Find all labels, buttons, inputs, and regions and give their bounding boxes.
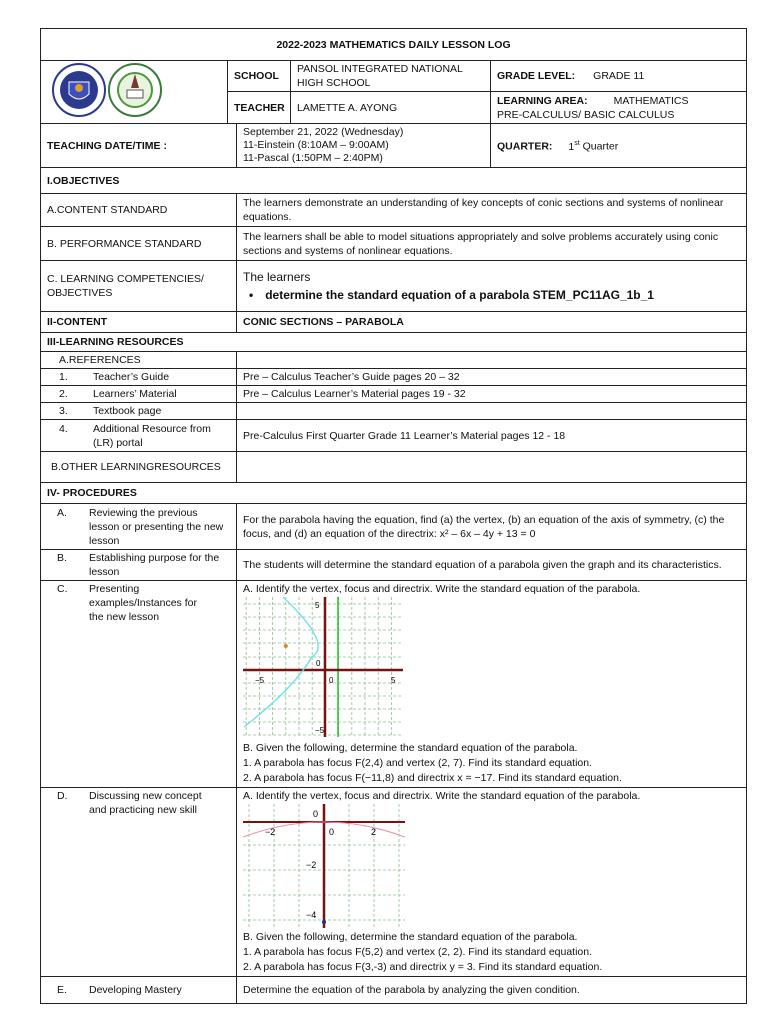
tick-label: 0 [313, 809, 319, 819]
grade-level [491, 61, 747, 92]
parabola-graph-1 [243, 597, 403, 737]
tick-label: −2 [306, 860, 317, 870]
resources-heading: III-LEARNING RESOURCES [41, 333, 747, 352]
teacher-label: TEACHER [228, 92, 291, 124]
date-line: 11-Pascal (1:50PM – 2:40PM) [243, 152, 383, 164]
quarter-sup: st [574, 140, 580, 148]
procedures-heading: IV- PROCEDURES [41, 483, 747, 504]
d-part-a: A. Identify the vertex, focus and directrix. Write the standard equation of the parabola. [243, 790, 641, 802]
grade-value: GRADE 11 [593, 70, 645, 82]
resource-name: Teacher’s Guide [93, 371, 170, 383]
tick-label: −5 [255, 676, 265, 685]
resource-name: Textbook page [93, 405, 162, 417]
c-part-a: A. Identify the vertex, focus and directrix. Write the standard equation of the parabola. [243, 583, 641, 595]
other-resources-label: B.OTHER LEARNINGRESOURCES [41, 452, 237, 483]
competencies-label: C. LEARNING COMPETENCIES/ OBJECTIVES [41, 261, 237, 312]
objectives-heading: I.OBJECTIVES [41, 168, 747, 194]
procedure-d-value [237, 788, 747, 977]
resource-value [237, 403, 747, 420]
resource-value: Pre-Calculus First Quarter Grade 11 Learner’s Material pages 12 - 18 [237, 420, 747, 452]
resource-num: 3. [59, 405, 68, 417]
label: Developing Mastery [89, 984, 182, 996]
c-part-b-1: 1. A parabola has focus F(2,4) and vertex (2, 7). Find its standard equation. [243, 757, 593, 769]
d-part-b: B. Given the following, determine the standard equation of the parabola. [243, 931, 578, 943]
d-part-b-2: 2. A parabola has focus F(3,-3) and directrix y = 3. Find its standard equation. [243, 961, 603, 973]
procedure-b-value: The students will determine the standard equation of a parabola given the graph and its characteristics. [237, 550, 747, 581]
procedure-a-label [41, 504, 237, 550]
resource-value: Pre – Calculus Learner’s Material pages 19 - 32 [237, 386, 747, 403]
competency-intro: The learners [243, 270, 311, 284]
letter: D. [57, 790, 68, 802]
procedure-e-value: Determine the equation of the parabola by analyzing the given condition. [237, 977, 747, 1004]
quarter-word: Quarter [579, 140, 619, 153]
label: Discussing new concept and practicing new skill [89, 790, 202, 816]
document-title: 2022-2023 MATHEMATICS DAILY LESSON LOG [41, 29, 747, 61]
content-value: CONIC SECTIONS – PARABOLA [237, 312, 747, 333]
label: Establishing purpose for the lesson [89, 552, 220, 578]
tick-label: 5 [315, 601, 320, 610]
letter: A. [57, 506, 67, 519]
quarter [491, 124, 747, 168]
content-label: II-CONTENT [41, 312, 237, 333]
quarter-label: QUARTER: [497, 140, 553, 153]
tick-label: 0 [329, 676, 334, 685]
competencies-value [237, 261, 747, 312]
tick-label: −2 [265, 827, 276, 837]
learning-area [491, 92, 747, 124]
parabola-graph-2 [243, 804, 405, 928]
performance-standard-value: The learners shall be able to model situations appropriately and solve problems accurately using conic sections and systems of nonlinear equations. [237, 227, 747, 261]
c-part-b: B. Given the following, determine the standard equation of the parabola. [243, 742, 578, 754]
d-part-b-1: 1. A parabola has focus F(5,2) and vertex (2, 2). Find its standard equation. [243, 946, 593, 958]
tick-label: 2 [371, 827, 377, 837]
focus-point [284, 644, 288, 648]
resource-value: Pre – Calculus Teacher’s Guide pages 20 – 32 [237, 369, 747, 386]
area-value: MATHEMATICS [613, 94, 689, 107]
resource-num: 4. [59, 422, 68, 435]
content-standard-label: A.CONTENT STANDARD [41, 194, 237, 227]
procedure-d-label [41, 788, 237, 977]
resource-num: 1. [59, 371, 68, 383]
header-table [40, 28, 747, 124]
empty-cell [237, 352, 747, 369]
letter: C. [57, 583, 68, 595]
letter: B. [57, 552, 67, 564]
performance-standard-label: B. PERFORMANCE STANDARD [41, 227, 237, 261]
area-sub: PRE-CALCULUS/ BASIC CALCULUS [497, 108, 675, 121]
tick-label: −5 [315, 726, 325, 735]
competency-item-text: determine the standard equation of a parabola STEM_PC11AG_1b_1 [265, 288, 654, 302]
resource-name: Learners’ Material [93, 388, 177, 400]
procedure-c-value [237, 581, 747, 788]
procedure-b-label [41, 550, 237, 581]
procedure-a-value: For the parabola having the equation, find (a) the vertex, (b) an equation of the axis of symmetry, (c) the focus, and (d) an equation of the directrix: x² – 6x – 4y + 13 = 0 [237, 504, 747, 550]
date-value [237, 124, 491, 168]
teacher-value: LAMETTE A. AYONG [291, 92, 491, 124]
c-part-b-2: 2. A parabola has focus F(−11,8) and directrix x = −17. Find its standard equation. [243, 772, 622, 784]
resource-num: 2. [59, 388, 68, 400]
parabola-curve [244, 597, 318, 727]
resource-label [41, 403, 237, 420]
main-table [40, 167, 747, 1004]
label: Reviewing the previous lesson or presenting the new lesson [89, 506, 224, 547]
competency-item [243, 286, 740, 304]
deped-seal-logo [51, 62, 221, 118]
logos [41, 61, 228, 124]
date-line: 11-Einstein (8:10AM – 9:00AM) [243, 139, 389, 151]
resource-label [41, 420, 237, 452]
date-label: TEACHING DATE/TIME : [41, 124, 237, 168]
quarter-num: 1 [568, 140, 575, 153]
date-table [40, 123, 747, 168]
label: Presenting examples/Instances for the new lesson [89, 583, 197, 623]
tick-label: 5 [391, 676, 396, 685]
resource-label [41, 386, 237, 403]
resource-name: Additional Resource from (LR) portal [93, 422, 211, 449]
tick-label: 0 [316, 659, 321, 668]
empty-cell [237, 452, 747, 483]
date-line: September 21, 2022 (Wednesday) [243, 126, 404, 138]
references-label: A.REFERENCES [41, 352, 237, 369]
focus-point [322, 920, 326, 924]
procedure-e-label [41, 977, 237, 1004]
tick-label: −4 [306, 910, 317, 920]
resource-label [41, 369, 237, 386]
bullet-icon: • [249, 288, 254, 302]
grade-label: GRADE LEVEL: [497, 70, 576, 82]
school-value: PANSOL INTEGRATED NATIONAL HIGH SCHOOL [291, 61, 491, 92]
procedure-c-label [41, 581, 237, 788]
content-standard-value: The learners demonstrate an understanding of key concepts of conic sections and systems of nonlinear equations. [237, 194, 747, 227]
school-label: SCHOOL [228, 61, 291, 92]
letter: E. [57, 984, 67, 996]
tick-label: 0 [329, 827, 335, 837]
area-label: LEARNING AREA: [497, 94, 588, 107]
